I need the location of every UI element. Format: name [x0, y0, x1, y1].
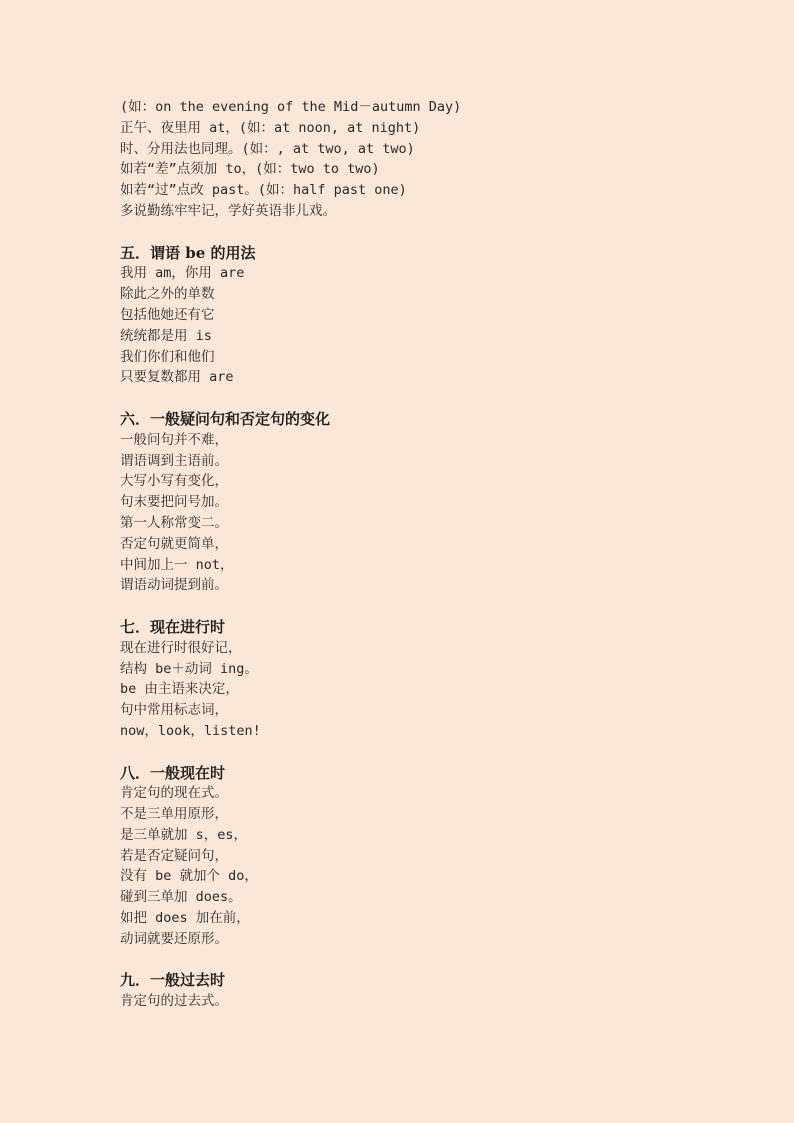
text-line: 我用 am，你用 are: [120, 265, 245, 282]
text-line: 结构 be＋动词 ing。: [120, 660, 258, 677]
section-heading: 七．现在进行时: [120, 617, 226, 636]
text-line: 如把 does 加在前，: [120, 910, 250, 927]
text-line: 没有 be 就加个 do，: [120, 868, 258, 885]
document-body: [120, 97, 760, 1012]
text-line: 动词就要还原形。: [120, 930, 228, 947]
section-simple-present: [120, 763, 760, 950]
text-line: 统统都是用 is: [120, 327, 212, 344]
intro-block: [120, 97, 760, 222]
text-line: 第一人称常变二。: [120, 514, 228, 531]
text-line: 只要复数都用 are: [120, 369, 234, 386]
section-heading: 八．一般现在时: [120, 763, 226, 782]
section-heading: 六．一般疑问句和否定句的变化: [120, 409, 331, 428]
text-line: 如若“过”点改 past。(如：half past one): [120, 182, 407, 199]
text-line: 谓语调到主语前。: [120, 452, 228, 469]
text-line: 一般问句并不难，: [120, 431, 228, 448]
section-present-progressive: [120, 617, 760, 742]
text-line: 句末要把问号加。: [120, 494, 228, 511]
text-line: 多说勤练牢牢记，学好英语非儿戏。: [120, 202, 336, 219]
section-question-negation: [120, 409, 760, 596]
text-line: 大写小写有变化，: [120, 473, 228, 490]
text-line: 不是三单用原形，: [120, 806, 228, 823]
text-line: 如若“差”点须加 to，(如：two to two): [120, 161, 380, 178]
section-be-usage: [120, 243, 760, 389]
text-line: 中间加上一 not，: [120, 556, 234, 573]
section-heading: 五．谓语 be 的用法: [120, 243, 256, 262]
text-line: 肯定句的现在式。: [120, 785, 228, 802]
text-line: 谓语动词提到前。: [120, 577, 228, 594]
text-line: be 由主语来决定，: [120, 681, 239, 698]
text-line: 句中常用标志词，: [120, 702, 228, 719]
text-line: 正午、夜里用 at，(如：at noon, at night): [120, 119, 421, 136]
text-line: 包括他她还有它: [120, 306, 215, 323]
text-line: 现在进行时很好记，: [120, 639, 242, 656]
text-line: 否定句就更简单，: [120, 535, 228, 552]
text-line: (如：on the evening of the Mid－autumn Day): [120, 99, 462, 115]
text-line: 是三单就加 s，es，: [120, 826, 248, 843]
section-simple-past: [120, 970, 760, 1012]
text-line: 若是否定疑问句，: [120, 847, 228, 864]
text-line: now，look，listen!: [120, 722, 261, 739]
text-line: 我们你们和他们: [120, 348, 215, 365]
text-line: 除此之外的单数: [120, 286, 215, 303]
text-line: 碰到三单加 does。: [120, 889, 242, 906]
text-line: 时、分用法也同理。(如：, at two, at two): [120, 140, 415, 157]
text-line: 肯定句的过去式。: [120, 993, 228, 1010]
section-heading: 九．一般过去时: [120, 971, 226, 990]
